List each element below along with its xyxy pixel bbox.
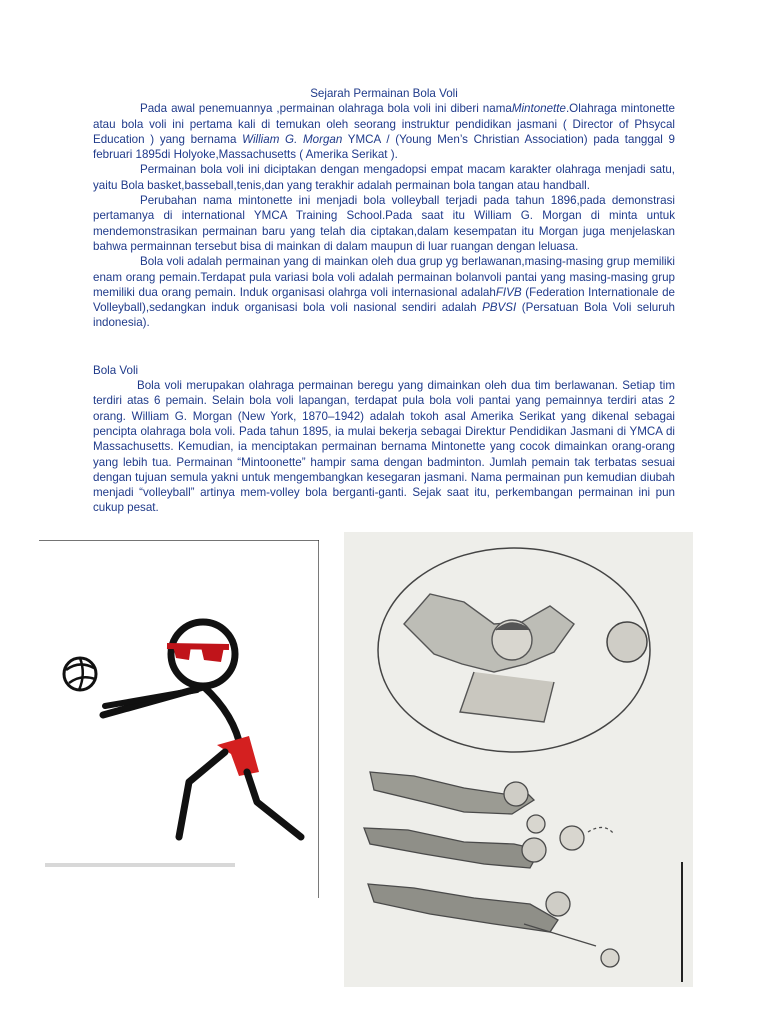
paragraph-2: Permainan bola voli ini diciptakan dengan mengadopsi empat macam karakter olahraga menjadi satu, yaitu Bola basket,basseball,tenis,dan yang terakhir adalah permainan bola tangan atau handball. bbox=[93, 163, 675, 192]
paragraph-3: Perubahan nama mintonette ini menjadi bola volleyball terjadi pada tahun 1896,pada demonstrasi pertamanya di international YMCA Training School.Pada saat itu William G. Morgan di minta untuk mendemonstrasikan permainan baru yang telah dia ciptakan,dalam kesempatan itu Morgan juga menjelaskan bahwa permainnan tersebut bisa di mainkan di dalam maupun di luar ruangan dengan leluasa. bbox=[93, 194, 675, 253]
p4-text-e: (Persatuan Bola Voli seluruh indonesia). bbox=[93, 301, 675, 330]
paragraph-4 bbox=[93, 254, 675, 330]
p4-text-c: (Federation Internationale de Volleyball),sedangkan induk organisasi bola voli nasional sendiri adalah bbox=[93, 285, 675, 315]
article-text bbox=[93, 86, 675, 516]
paragraph-1 bbox=[93, 101, 675, 162]
document-title: Sejarah Permainan Bola Voli bbox=[310, 87, 458, 100]
section-heading: Bola Voli bbox=[93, 363, 139, 377]
section-gap bbox=[93, 331, 675, 363]
stick-figure-image bbox=[39, 540, 319, 898]
volleyball-icon bbox=[64, 658, 96, 690]
paragraph-5: Bola voli merupakan olahraga permainan beregu yang dimainkan oleh dua tim berlawanan. Setiap tim terdiri atas 6 pemain. Selain bola voli lapangan, terdapat pula bola voli pantai yang pemainnya terdiri atas 2 orang. William G. Morgan (New York, 1870–1942) adalah tokoh asal Amerika Serikat yang dikenal sebagai pencipta olahraga bola voli. Pada tahun 1895, ia mulai bekerja sebagai Direktur Pendidikan Jasmani di YMCA di Massachusetts. Kemudian, ia menciptakan permainan bernama Mintonette yang cocok dimainkan orang-orang yang lebih tua. Permainan “Mintoonette” hampir sama dengan badminton. Jumlah pemain tak terbatas sesuai dengan tujuan semula yakni untuk mengembangkan kesegaran jasmani. Nama permainan pun kemudian diubah menjadi “volleyball” artinya mem-volley bola berganti-ganti. Sejak saat itu, perkembangan permainan ini pun cukup pesat. bbox=[93, 379, 675, 515]
p4-italic-fivb: FIVB bbox=[495, 285, 522, 299]
ball-icon bbox=[607, 622, 647, 662]
p4-text-a: Bola voli adalah permainan yang di mainkan oleh dua grup yg berlawanan,masing-masing grup memiliki enam orang pemain.Terdapat pula variasi bola voli adalah permainan bolanvoli pantai yang masing-masing grup memiliki dua orang pemain. Induk organisasi olahrga voli internasional adalah bbox=[93, 255, 675, 299]
p1-text-c: .Olahraga mintonette atau bola voli ini pertama kali di temukan oleh seorang instruktur pendidikan jasmani ( Director of Phsycal Education ) yang bernama bbox=[93, 102, 676, 146]
p1-text-a: Pada awal penemuannya ,permainan olahraga bola voli ini diberi nama bbox=[140, 102, 512, 116]
p1-italic-morgan: William G. Morgan bbox=[242, 132, 343, 146]
p1-text-e: YMCA / (Young Men’s Christian Association) pada tanggal 9 februari 1895di Holyoke,Massachusetts ( Amerika Serikat ). bbox=[93, 132, 675, 162]
dive-sequence-image bbox=[344, 532, 693, 987]
p4-italic-pbvsi: PBVSI bbox=[482, 301, 517, 315]
p1-italic-mintonette: Mintonette bbox=[511, 102, 566, 116]
